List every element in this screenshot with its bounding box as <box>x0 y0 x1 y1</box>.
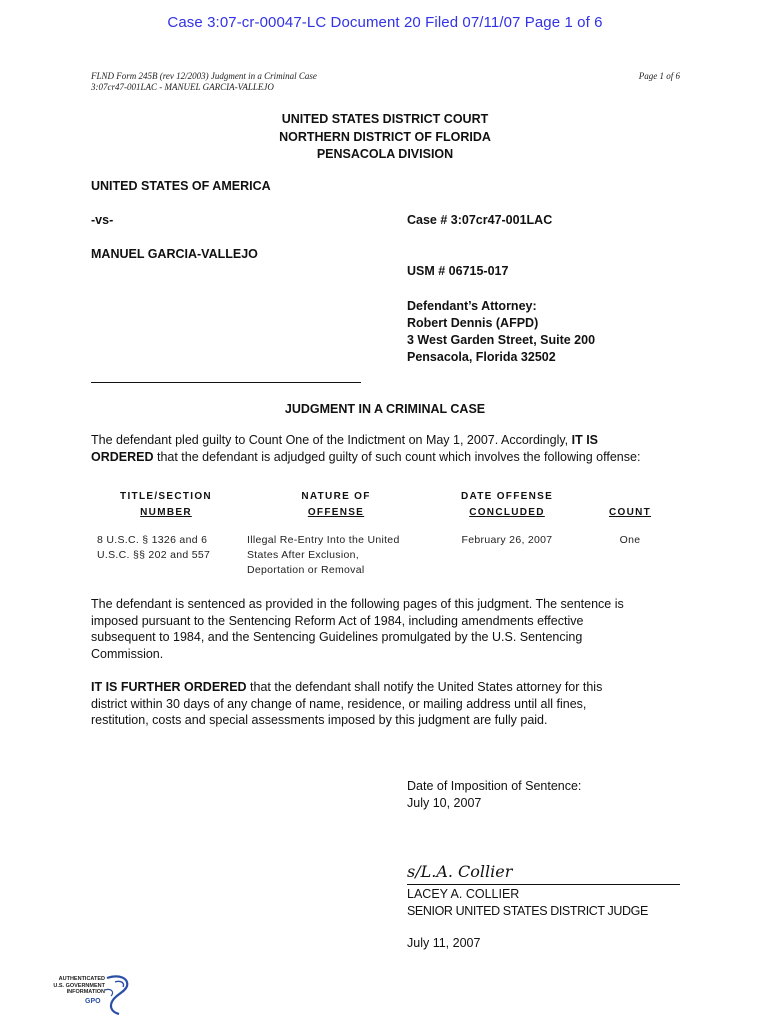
court-line-3: PENSACOLA DIVISION <box>316 147 454 161</box>
header-date-1: DATE OFFENSE <box>460 491 554 502</box>
header-count: COUNT <box>608 507 652 518</box>
col-header-nature <box>270 489 402 521</box>
page-number: Page 1 of 6 <box>638 71 680 81</box>
plaintiff: UNITED STATES OF AMERICA <box>91 179 271 193</box>
further-bold: IT IS FURTHER ORDERED <box>91 680 247 694</box>
intro-bold-1: IT IS <box>571 433 599 447</box>
judge-block <box>407 886 648 919</box>
sentence-paragraph <box>91 596 680 662</box>
gpo-text <box>45 976 105 996</box>
defense-attorney-block <box>407 298 595 366</box>
usm-number: USM # 06715-017 <box>407 264 509 278</box>
imposition-label: Date of Imposition of Sentence: <box>407 779 582 793</box>
header-title-1: TITLE/SECTION <box>120 491 212 502</box>
gpo-line-2: U.S. GOVERNMENT <box>53 982 105 989</box>
row-nature-1: Illegal Re-Entry Into the United <box>247 534 400 546</box>
judgment-title: JUDGMENT IN A CRIMINAL CASE <box>284 402 486 416</box>
gpo-line-3: INFORMATION <box>66 989 105 995</box>
header-nature-2: OFFENSE <box>307 507 365 518</box>
further-ordered-paragraph <box>91 679 680 729</box>
further-line-2: district within 30 days of any change of name, residence, or mailing address until all fines, <box>91 696 587 711</box>
versus: -vs- <box>91 213 114 227</box>
form-line: FLND Form 245B (rev 12/2003) Judgment in a Criminal Case <box>91 71 317 81</box>
gpo-line-1: AUTHENTICATED <box>58 976 105 982</box>
sentence-line-1: The defendant is sentenced as provided in the following pages of this judgment. The sentence is <box>91 597 624 611</box>
row-title-1: 8 U.S.C. § 1326 and 6 <box>97 534 208 546</box>
signature-date: July 11, 2007 <box>407 936 481 950</box>
header-nature-1: NATURE OF <box>301 491 371 502</box>
intro-paragraph <box>91 432 680 465</box>
judge-title: SENIOR UNITED STATES DISTRICT JUDGE <box>407 903 648 918</box>
attorney-name: Robert Dennis (AFPD) <box>407 316 539 330</box>
signature-line <box>407 884 680 885</box>
row-date: February 26, 2007 <box>461 534 553 546</box>
row-nature <box>247 533 400 578</box>
intro-bold-2: ORDERED <box>91 449 154 464</box>
row-nature-2: States After Exclusion, <box>247 549 359 561</box>
attorney-label: Defendant’s Attorney: <box>407 299 537 313</box>
imposition-date: July 10, 2007 <box>407 795 482 810</box>
row-title-section <box>97 533 210 563</box>
header-date-2: CONCLUDED <box>469 507 545 518</box>
further-line-1: that the defendant shall notify the United States attorney for this <box>246 680 603 694</box>
sentence-line-3: subsequent to 1984, and the Sentencing Guidelines promulgated by the U.S. Sentencing <box>91 630 583 644</box>
signature-script: s/L.A. Collier <box>407 862 513 881</box>
row-nature-3: Deportation or Removal <box>247 564 365 576</box>
attorney-street: 3 West Garden Street, Suite 200 <box>407 333 596 347</box>
col-header-count <box>590 505 670 521</box>
gpo-mark: GPO <box>85 998 101 1005</box>
court-heading <box>0 111 770 164</box>
col-header-title-section <box>100 489 232 521</box>
court-line-1: UNITED STATES DISTRICT COURT <box>281 112 489 126</box>
header-title-2: NUMBER <box>140 507 192 518</box>
caption-divider <box>91 382 361 383</box>
intro-text-1: The defendant pled guilty to Count One of the Indictment on May 1, 2007. Accordingly, <box>91 433 572 447</box>
sentence-line-2: imposed pursuant to the Sentencing Reform Act of 1984, including amendments effective <box>91 613 584 628</box>
further-line-3: restitution, costs and special assessments imposed by this judgment are fully paid. <box>91 713 548 727</box>
gpo-authentication-seal <box>45 972 135 1018</box>
attorney-city: Pensacola, Florida 32502 <box>407 350 556 364</box>
sentence-line-4: Commission. <box>91 646 164 661</box>
row-title-2: U.S.C. §§ 202 and 557 <box>97 549 211 561</box>
judge-name: LACEY A. COLLIER <box>407 887 520 901</box>
case-number: Case # 3:07cr47-001LAC <box>407 213 553 227</box>
row-count: One <box>619 534 641 546</box>
court-line-2: NORTHERN DISTRICT OF FLORIDA <box>279 129 491 144</box>
case-line: 3:07cr47-001LAC - MANUEL GARCIA-VALLEJO <box>91 82 274 92</box>
intro-text-2: that the defendant is adjudged guilty of such count which involves the following offense: <box>153 449 641 464</box>
imposition-block <box>407 778 581 811</box>
defendant: MANUEL GARCIA-VALLEJO <box>91 247 258 261</box>
filing-stamp: Case 3:07-cr-00047-LC Document 20 Filed 07/11/07 Page 1 of 6 <box>167 14 603 31</box>
col-header-date <box>441 489 573 521</box>
form-header <box>91 71 317 93</box>
